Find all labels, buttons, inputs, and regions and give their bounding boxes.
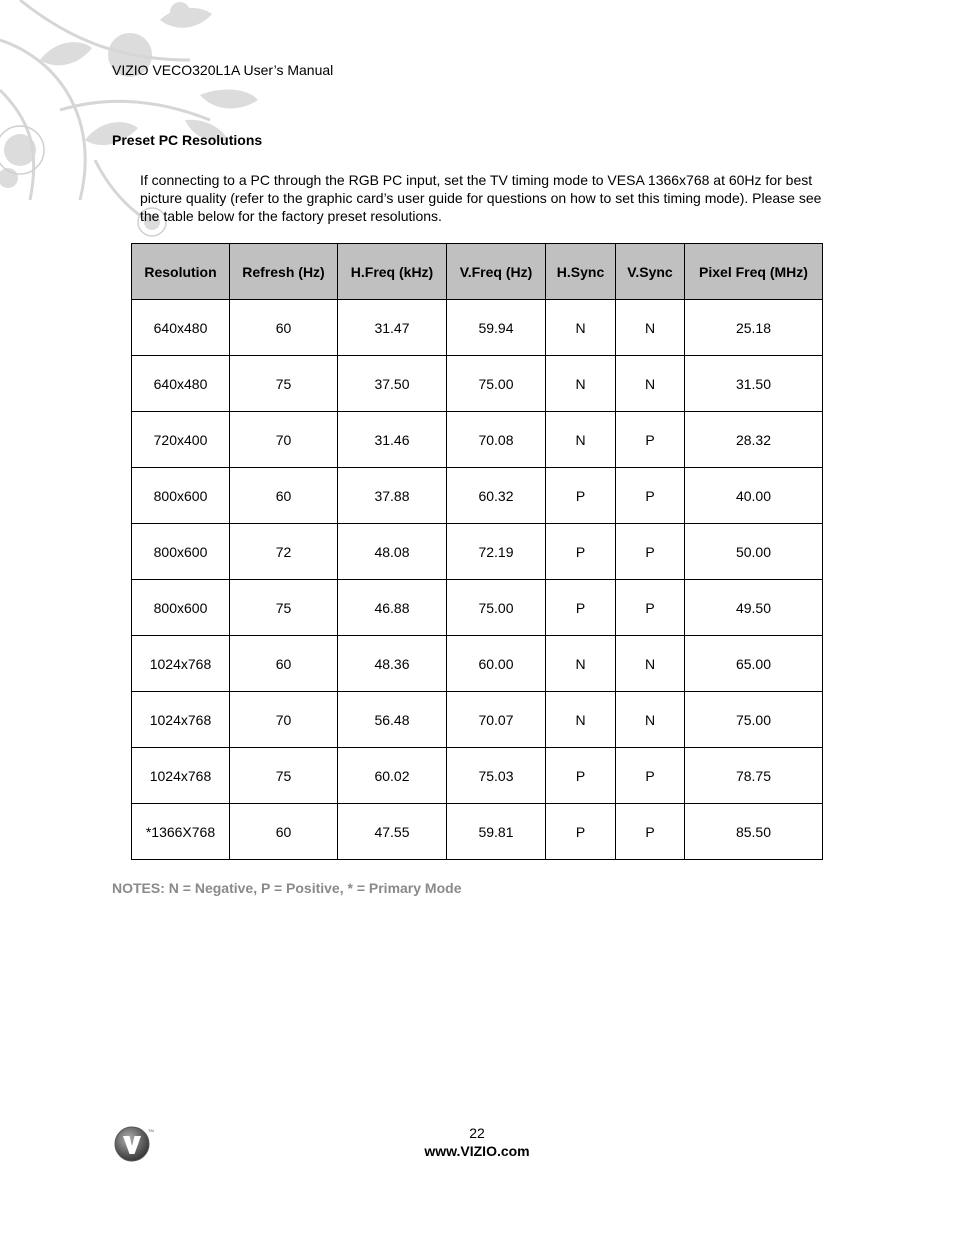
table-header-row bbox=[132, 244, 823, 300]
table-cell: N bbox=[616, 692, 685, 748]
table-cell: N bbox=[546, 300, 616, 356]
table-cell: 37.50 bbox=[338, 356, 447, 412]
table-cell: 75.00 bbox=[685, 692, 823, 748]
table-cell: 70.08 bbox=[447, 412, 546, 468]
table-cell: 56.48 bbox=[338, 692, 447, 748]
table-cell: 31.50 bbox=[685, 356, 823, 412]
table-cell: N bbox=[546, 636, 616, 692]
table-row bbox=[132, 300, 823, 356]
table-row bbox=[132, 356, 823, 412]
table-cell: P bbox=[616, 412, 685, 468]
table-row bbox=[132, 804, 823, 860]
table-notes: NOTES: N = Negative, P = Positive, * = Primary Mode bbox=[112, 880, 462, 896]
table-cell: 37.88 bbox=[338, 468, 447, 524]
table-cell: 49.50 bbox=[685, 580, 823, 636]
column-header: Pixel Freq (MHz) bbox=[685, 244, 823, 300]
table-cell: 640x480 bbox=[132, 300, 230, 356]
table-cell: 75 bbox=[230, 356, 338, 412]
table-cell: 59.81 bbox=[447, 804, 546, 860]
table-row bbox=[132, 580, 823, 636]
table-cell: 800x600 bbox=[132, 524, 230, 580]
table-cell: 720x400 bbox=[132, 412, 230, 468]
table-cell: N bbox=[616, 356, 685, 412]
table-cell: 40.00 bbox=[685, 468, 823, 524]
column-header: H.Freq (kHz) bbox=[338, 244, 447, 300]
table-cell: N bbox=[546, 692, 616, 748]
table-cell: 59.94 bbox=[447, 300, 546, 356]
table-cell: 47.55 bbox=[338, 804, 447, 860]
table-row bbox=[132, 412, 823, 468]
table-row bbox=[132, 636, 823, 692]
page-number: 22 bbox=[469, 1125, 485, 1141]
table-cell: 60.00 bbox=[447, 636, 546, 692]
table-cell: 1024x768 bbox=[132, 748, 230, 804]
table-cell: 75.03 bbox=[447, 748, 546, 804]
table-cell: 46.88 bbox=[338, 580, 447, 636]
table-cell: 31.47 bbox=[338, 300, 447, 356]
column-header: Refresh (Hz) bbox=[230, 244, 338, 300]
table-cell: P bbox=[546, 468, 616, 524]
table-cell: 1024x768 bbox=[132, 636, 230, 692]
section-title: Preset PC Resolutions bbox=[112, 132, 263, 148]
table-cell: 60.32 bbox=[447, 468, 546, 524]
table-cell: 72.19 bbox=[447, 524, 546, 580]
table-cell: 75.00 bbox=[447, 356, 546, 412]
column-header: Resolution bbox=[132, 244, 230, 300]
table-cell: 70.07 bbox=[447, 692, 546, 748]
table-cell: P bbox=[616, 748, 685, 804]
table-cell: 48.08 bbox=[338, 524, 447, 580]
table-cell: N bbox=[546, 356, 616, 412]
table-cell: 25.18 bbox=[685, 300, 823, 356]
table-cell: N bbox=[616, 636, 685, 692]
preset-resolutions-table bbox=[131, 243, 823, 860]
table-cell: P bbox=[546, 580, 616, 636]
table-cell: 28.32 bbox=[685, 412, 823, 468]
website-link[interactable]: www.VIZIO.com bbox=[424, 1143, 530, 1159]
column-header: V.Sync bbox=[616, 244, 685, 300]
table-cell: 75 bbox=[230, 748, 338, 804]
table-cell: 640x480 bbox=[132, 356, 230, 412]
table-cell: P bbox=[616, 524, 685, 580]
table-cell: P bbox=[546, 804, 616, 860]
table-row bbox=[132, 468, 823, 524]
column-header: V.Freq (Hz) bbox=[447, 244, 546, 300]
table-row bbox=[132, 748, 823, 804]
table-cell: N bbox=[546, 412, 616, 468]
table-cell: P bbox=[616, 804, 685, 860]
table-cell: 78.75 bbox=[685, 748, 823, 804]
table-cell: P bbox=[616, 468, 685, 524]
table-cell: N bbox=[616, 300, 685, 356]
table-cell: 50.00 bbox=[685, 524, 823, 580]
table-cell: P bbox=[616, 580, 685, 636]
table-cell: 60 bbox=[230, 804, 338, 860]
table-cell: 60 bbox=[230, 636, 338, 692]
table-cell: 800x600 bbox=[132, 468, 230, 524]
table-cell: P bbox=[546, 524, 616, 580]
table-cell: 85.50 bbox=[685, 804, 823, 860]
table-cell: P bbox=[546, 748, 616, 804]
table-cell: 800x600 bbox=[132, 580, 230, 636]
table-cell: 48.36 bbox=[338, 636, 447, 692]
table-cell: 75 bbox=[230, 580, 338, 636]
svg-text:TM: TM bbox=[148, 1128, 154, 1133]
table-cell: 1024x768 bbox=[132, 692, 230, 748]
table-cell: 72 bbox=[230, 524, 338, 580]
table-cell: *1366X768 bbox=[132, 804, 230, 860]
table-cell: 65.00 bbox=[685, 636, 823, 692]
table-cell: 31.46 bbox=[338, 412, 447, 468]
manual-header-title: VIZIO VECO320L1A User’s Manual bbox=[112, 62, 334, 78]
table-cell: 70 bbox=[230, 412, 338, 468]
column-header: H.Sync bbox=[546, 244, 616, 300]
table-cell: 60.02 bbox=[338, 748, 447, 804]
table-row bbox=[132, 524, 823, 580]
table-row bbox=[132, 692, 823, 748]
table-cell: 70 bbox=[230, 692, 338, 748]
table-cell: 60 bbox=[230, 468, 338, 524]
intro-paragraph: If connecting to a PC through the RGB PC input, set the TV timing mode to VESA 1366x768 at 60Hz for best picture quality (refer to the graphic card’s user guide for questions on how to set this timing mode). Please see the table below for the factory preset resolutions. bbox=[140, 172, 822, 224]
table-cell: 60 bbox=[230, 300, 338, 356]
table-cell: 75.00 bbox=[447, 580, 546, 636]
